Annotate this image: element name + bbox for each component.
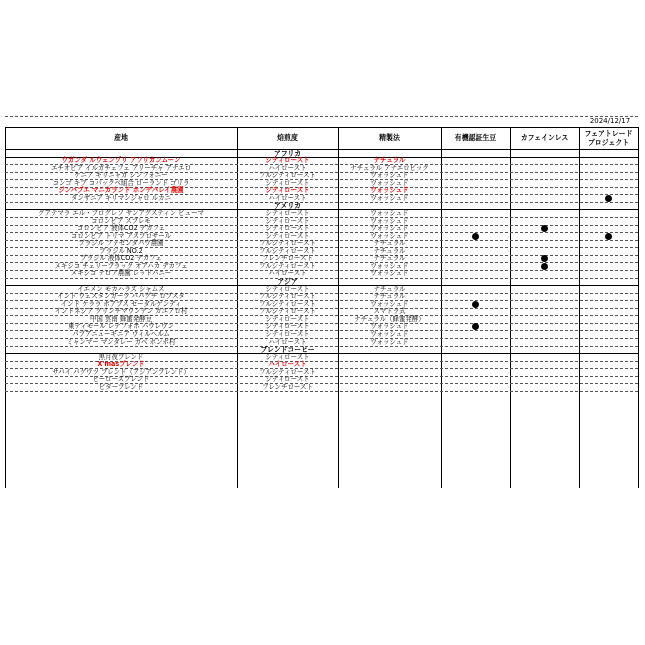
origin-cell: ウガンダ ルウェンゾリ アフリカンムーン bbox=[61, 156, 181, 165]
row-divider bbox=[5, 127, 638, 128]
origin-cell: ブラジル 液体CO2 デカフェ bbox=[80, 254, 162, 263]
process-cell: ウォッシュド bbox=[370, 224, 409, 233]
process-cell: ナチュラル bbox=[373, 156, 406, 165]
row-divider bbox=[5, 391, 638, 392]
roast-cell: フレンチロースト bbox=[262, 382, 313, 391]
process-cell: ナチュラル アナエロビック bbox=[350, 163, 429, 172]
origin-cell: ブラジル NO.2 bbox=[99, 246, 143, 255]
process-cell: ウォッシュド bbox=[370, 178, 409, 187]
origin-cell: ビターブレンド bbox=[98, 382, 144, 391]
roast-cell: シティロースト bbox=[265, 156, 310, 165]
roast-cell: ハイロースト bbox=[268, 337, 307, 346]
roast-cell: フルシティロースト bbox=[259, 307, 316, 316]
roast-cell: フルシティロースト bbox=[259, 299, 316, 308]
origin-cell: グアテマラ エル・プログレソ サンアグスティン ビューマ bbox=[38, 208, 204, 217]
organic-marker-dot bbox=[472, 301, 479, 308]
decaf-marker-dot bbox=[541, 263, 548, 270]
process-cell: ウォッシュド bbox=[370, 299, 409, 308]
region-heading: アメリカ bbox=[273, 201, 302, 211]
roast-cell: フルシティロースト bbox=[259, 246, 316, 255]
organic-marker-dot bbox=[472, 323, 479, 330]
roast-cell: フレンチロースト bbox=[262, 254, 313, 263]
origin-cell: サバイ バグウツ ブレンド（アジアンブレンド） bbox=[52, 367, 190, 376]
roast-cell: ハイロースト bbox=[268, 163, 307, 172]
process-cell: ナチュラル bbox=[373, 254, 406, 263]
origin-cell: コロンビア トリマ アスプロサール bbox=[70, 231, 172, 240]
sheet-date: 2024/12/17 bbox=[589, 117, 631, 125]
origin-cell: ヒーローズブレンド bbox=[92, 375, 150, 384]
origin-cell: コンゴ キブ コパックベ組合 ローランド ゴリラ bbox=[52, 178, 190, 187]
origin-cell: メキシコ チェリーブラック オアハカ デカフェ bbox=[54, 261, 188, 270]
row-divider bbox=[5, 116, 638, 117]
roast-cell: フルシティロースト bbox=[259, 367, 316, 376]
process-cell: ウォッシュド bbox=[370, 337, 409, 346]
roast-cell: ハイロースト bbox=[268, 360, 307, 369]
process-cell: ナチュラル（蜂蜜発酵） bbox=[354, 314, 425, 323]
region-heading: アジア bbox=[277, 277, 298, 287]
process-cell: ナチュラル bbox=[373, 284, 406, 293]
origin-cell: 東ティモール レテフォホ ハウレウン bbox=[68, 322, 174, 331]
fair-marker-dot bbox=[605, 195, 612, 202]
process-cell: ウォッシュド bbox=[370, 208, 409, 217]
origin-cell: イエメン モカハラズ シャムス bbox=[77, 284, 165, 293]
roast-cell: ハイロースト bbox=[268, 193, 307, 202]
origin-cell: パプアニューギニア ウィルヘルム bbox=[72, 329, 170, 338]
process-cell: ウォッシュド bbox=[370, 171, 409, 180]
process-cell: ウォッシュド bbox=[370, 269, 409, 278]
origin-cell: タンザニア キリマンジャロ ルカニ bbox=[70, 193, 172, 202]
origin-cell: 中国 雲南 蜂蜜発酵豆 bbox=[89, 314, 153, 323]
organic-col-header: 有機認証生豆 bbox=[454, 133, 497, 142]
process-cell: ナチュラル bbox=[373, 246, 406, 255]
origin-cell: コロンビア 液体CO2 デカフェ bbox=[76, 224, 166, 233]
roast-cell: シティロースト bbox=[265, 186, 310, 195]
process-cell: ウォッシュド bbox=[370, 193, 409, 202]
process-cell: ウォッシュド bbox=[370, 329, 409, 338]
region-heading: アフリカ bbox=[273, 148, 302, 158]
roast-cell: シティロースト bbox=[265, 231, 310, 240]
roast-cell: シティロースト bbox=[265, 208, 310, 217]
process-col-header: 精製法 bbox=[379, 133, 400, 142]
origin-cell: 黒月夜ブレンド bbox=[98, 352, 144, 361]
roast-cell: フルシティロースト bbox=[259, 171, 316, 180]
origin-cell: X'masブレンド bbox=[97, 360, 145, 369]
roast-cell: シティロースト bbox=[265, 178, 310, 187]
origin-cell: メキシコ テロア農園 レッドハニー bbox=[70, 269, 172, 278]
origin-cell: ミャンマー マンダレー ガベ ボンボ村 bbox=[66, 337, 176, 346]
roast-cell: フルシティロースト bbox=[259, 261, 316, 270]
origin-cell: インド ウェスタンガーツ ババグチ ロブスタ bbox=[57, 292, 185, 301]
process-cell: ウォッシュド bbox=[370, 216, 409, 225]
origin-cell: インド ケララ ボアブス セーダルゲンディ bbox=[60, 299, 182, 308]
column-divider bbox=[638, 127, 639, 488]
organic-marker-dot bbox=[472, 233, 479, 240]
origin-cell: ブラジル ファゼンダパウ農園 bbox=[78, 239, 164, 248]
roast-cell: ハイロースト bbox=[268, 269, 307, 278]
roast-cell: フルシティロースト bbox=[259, 239, 316, 248]
decaf-marker-dot bbox=[541, 255, 548, 262]
roast-cell: シティロースト bbox=[265, 375, 310, 384]
roast-cell: シティロースト bbox=[265, 352, 310, 361]
origin-cell: ジンバブエ マニカランド ホンデバレイ農園 bbox=[58, 186, 184, 195]
fair-marker-dot bbox=[605, 233, 612, 240]
roast-col-header: 焙煎度 bbox=[277, 133, 298, 142]
decaf-col-header: カフェインレス bbox=[520, 133, 569, 142]
origin-cell: インドネシア クリンチマウンテン カユアロ村 bbox=[54, 307, 188, 316]
origin-cell: ケニア キリニャガ シンフォニー bbox=[74, 171, 168, 180]
roast-cell: シティロースト bbox=[265, 329, 310, 338]
process-cell: ナチュラル bbox=[373, 292, 406, 301]
process-cell: ウォッシュド bbox=[370, 322, 409, 331]
roast-cell: シティロースト bbox=[265, 314, 310, 323]
process-cell: ウォッシュド bbox=[370, 186, 409, 195]
origin-col-header: 産地 bbox=[114, 133, 128, 142]
origin-cell: エチオピア イルガチェフェ アリーチャ アナエロ bbox=[50, 163, 192, 172]
origin-cell: コロンビア スプレモ bbox=[91, 216, 151, 225]
decaf-marker-dot bbox=[541, 225, 548, 232]
process-cell: ウォッシュド bbox=[370, 261, 409, 270]
roast-cell: シティロースト bbox=[265, 284, 310, 293]
roast-cell: フルシティロースト bbox=[259, 292, 316, 301]
process-cell: ナチュラル bbox=[373, 239, 406, 248]
fairtrade-col-header: フェアトレード プロジェクト bbox=[584, 129, 633, 147]
region-heading: ブレンドコーヒー bbox=[260, 345, 315, 355]
roast-cell: シティロースト bbox=[265, 224, 310, 233]
roast-cell: シティロースト bbox=[265, 216, 310, 225]
roast-cell: シティロースト bbox=[265, 322, 310, 331]
process-cell: ウォッシュド bbox=[370, 231, 409, 240]
process-cell: スマトラ式 bbox=[373, 307, 406, 316]
